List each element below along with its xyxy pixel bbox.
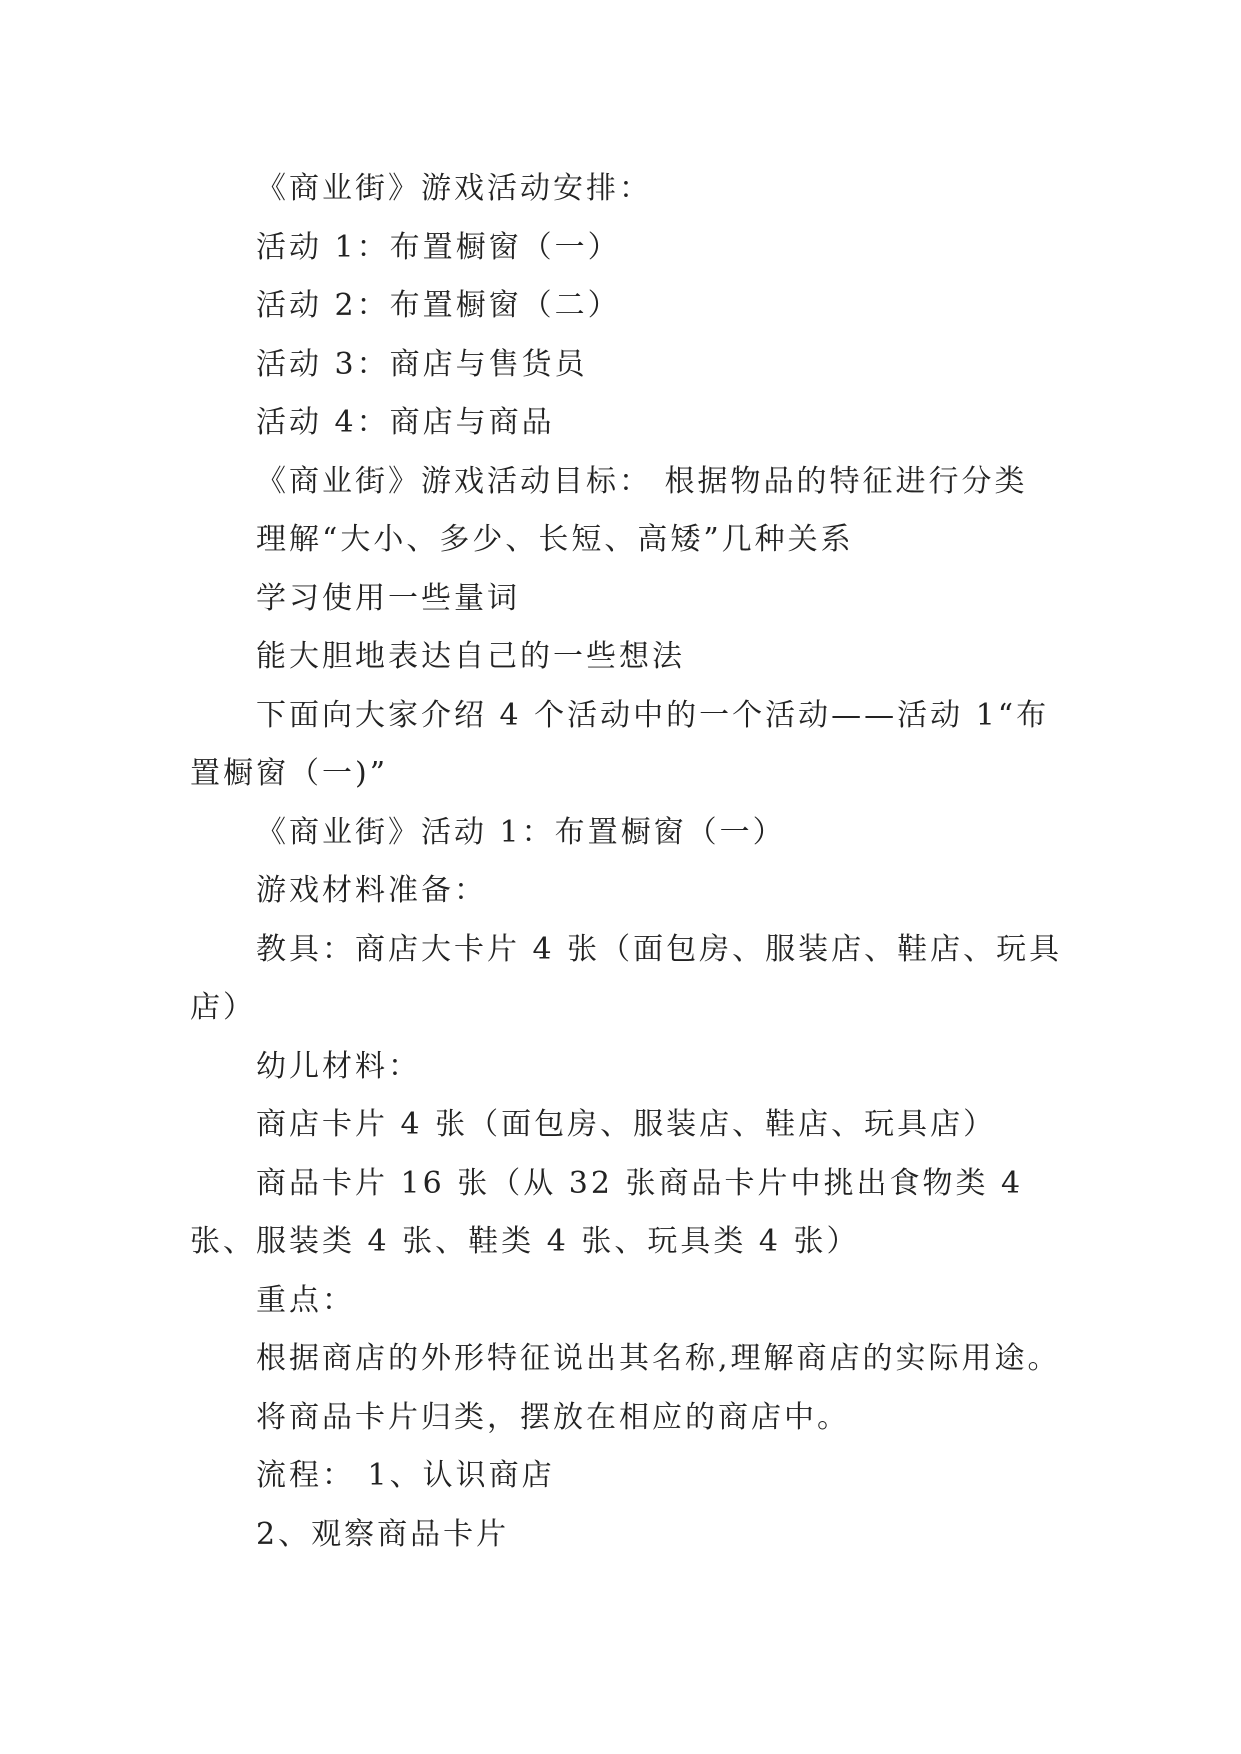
goals-heading: 《商业街》游戏活动目标： 根据物品的特征进行分类 [256,463,1028,499]
child-materials-heading: 幼儿材料： [256,1048,421,1084]
teaching-aids-paragraph: 教具：商店大卡片 4 张（面包房、服装店、鞋店、玩具店） [190,931,1063,1025]
activity-4-line: 活动 4：商店与商品 [256,405,555,440]
activity-2-line: 活动 2：布置橱窗（二） [256,288,621,323]
intro-paragraph: 下面向大家介绍 4 个活动中的一个活动——活动 1“布置橱窗（一)” [190,697,1050,791]
process-step-1: 流程： 1、认识商店 [256,1458,555,1493]
goal-relations: 理解“大小、多少、长短、高矮”几种关系 [256,522,854,557]
product-cards-paragraph: 商品卡片 16 张（从 32 张商品卡片中挑出食物类 4 张、服装类 4 张、鞋类 4 张、玩具类 4 张） [190,1165,1024,1259]
materials-heading: 游戏材料准备： [256,873,487,908]
activity-1-line: 活动 1：布置橱窗（一） [256,229,621,265]
key-point-1: 根据商店的外形特征说出其名称,理解商店的实际用途。 [256,1341,1061,1376]
goal-measure-words: 学习使用一些量词 [256,580,520,616]
activity-1-heading: 《商业街》活动 1：布置橱窗（一） [256,814,786,850]
shop-cards-line: 商店卡片 4 张（面包房、服装店、鞋店、玩具店） [256,1107,997,1142]
schedule-heading: 《商业街》游戏活动安排： [256,171,652,206]
key-points-heading: 重点： [256,1282,355,1318]
activity-3-line: 活动 3：商店与售货员 [256,346,588,382]
document-body [190,160,1070,1564]
goal-expression: 能大胆地表达自己的一些想法 [256,639,685,674]
process-step-2: 2、观察商品卡片 [256,1516,510,1552]
key-point-2: 将商品卡片归类，摆放在相应的商店中。 [256,1399,850,1435]
